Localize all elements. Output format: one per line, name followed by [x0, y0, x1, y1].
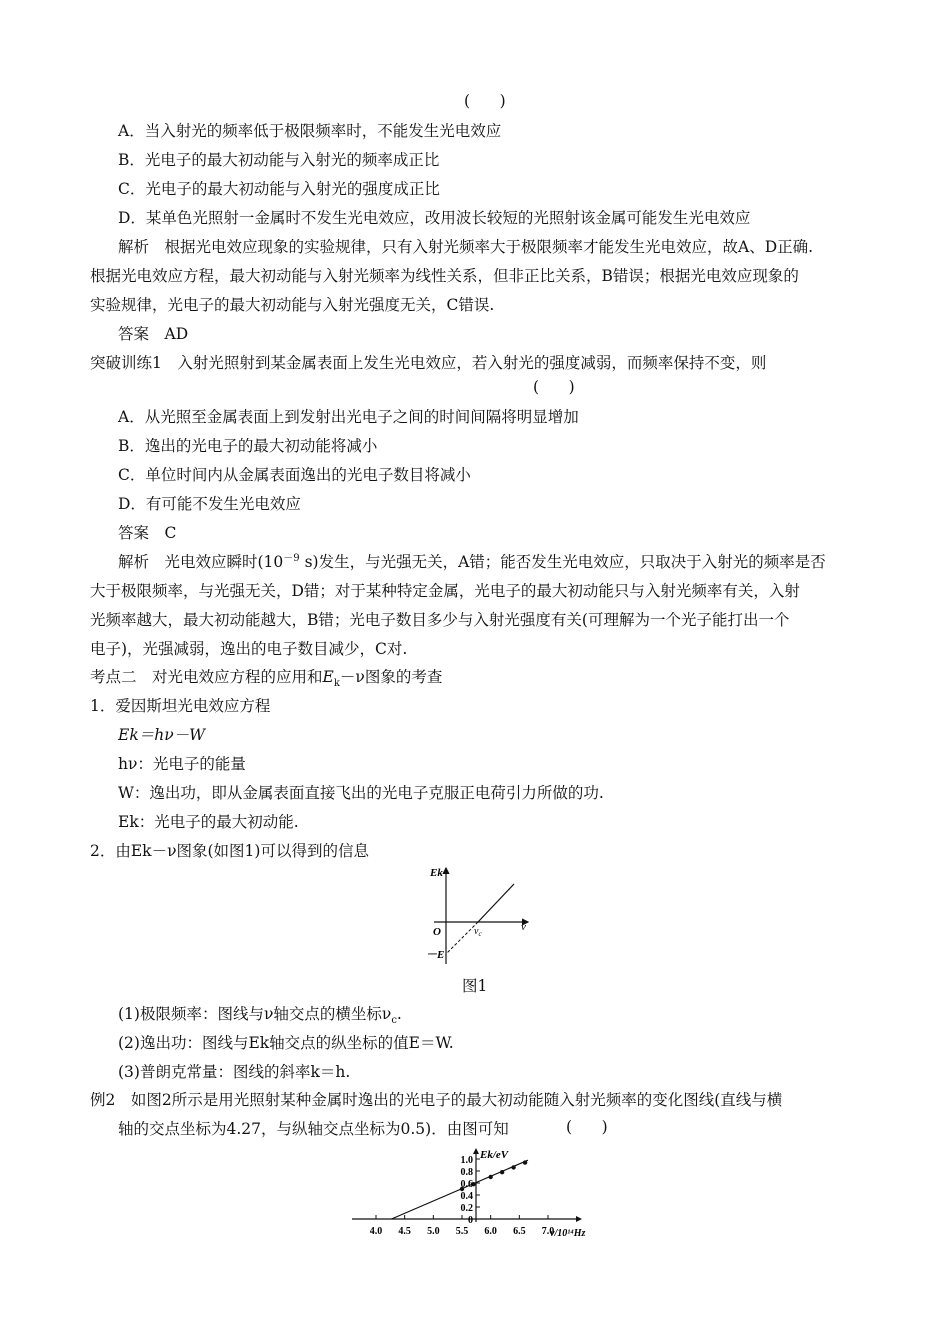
drill1-answer-paren: ( )	[533, 378, 575, 396]
chart-x-tick-label: 4.5	[398, 1226, 411, 1237]
section2-item-2: 2．由Ek－ν图象(如图1)可以得到的信息	[90, 842, 369, 860]
fig1-cutoff-label: $\nu_c$	[474, 926, 482, 938]
chart-y-tick-label: 1.0	[460, 1155, 473, 1166]
chart-x-tick-label: 7.0	[541, 1226, 555, 1237]
section2-heading: 考点二 对光电效应方程的应用和$E_k-\nu$图象的考查	[90, 668, 443, 690]
drill1-option-b: B．逸出的光电子的最大初动能将减小	[118, 437, 378, 455]
chart-y-tick-label: 0	[468, 1215, 473, 1226]
chart-x-arrow	[576, 1216, 582, 1222]
figure-2-chart	[340, 1146, 600, 1242]
drill1-option-c: C．单位时间内从金属表面逸出的光电子数目将减小	[118, 466, 471, 484]
definition-ek: Ek：光电子的最大初动能.	[118, 813, 299, 831]
chart-y-tick-label: 0.2	[460, 1203, 473, 1214]
drill1-answer: 答案 C	[118, 524, 177, 542]
chart-x-label: ν/10¹⁴Hz	[550, 1228, 586, 1239]
drill1-analysis-line-1: 解析 光电效应瞬时($10^{-9}$ s)发生，与光强无关，A错；能否发生光电效应，只取决于入射光的频率是否	[118, 552, 826, 571]
fig1-intercept-label: －E	[426, 949, 445, 961]
chart-data-point	[500, 1170, 504, 1174]
example2-line-1: 例2 如图2所示是用光照射某种金属时逸出的光电子的最大初动能随入射光频率的变化图线(直线与横	[90, 1091, 783, 1109]
chart-x-tick-label: 5.5	[455, 1226, 469, 1237]
fig1-y-label: Ek	[430, 867, 443, 879]
photoelectric-equation: Ek＝hν－W	[118, 726, 206, 744]
q1-option-b: B．光电子的最大初动能与入射光的频率成正比	[118, 151, 440, 169]
chart-y-tick-label: 0.6	[460, 1179, 473, 1190]
chart-x-tick-label: 5.0	[427, 1226, 440, 1237]
q1-answer-paren: ( )	[464, 92, 506, 110]
info-cutoff-frequency: (1)极限频率：图线与ν轴交点的横坐标$\nu_c$.	[118, 1005, 402, 1027]
chart-x-tick-label: 6.0	[484, 1226, 497, 1237]
chart-y-tick-label: 0.4	[460, 1191, 473, 1202]
info-planck-constant: (3)普朗克常量：图线的斜率k＝h.	[118, 1063, 351, 1081]
q1-answer: 答案 AD	[118, 325, 189, 343]
q1-option-a: A．当入射光的频率低于极限频率时，不能发生光电效应	[118, 122, 502, 140]
drill1-analysis-line-4: 电子)，光强减弱，逸出的电子数目减少，C对.	[90, 640, 408, 658]
example2-answer-paren: ( )	[566, 1118, 608, 1136]
drill1-option-d: D．有可能不发生光电效应	[118, 495, 301, 513]
fig1-x-label: ν	[521, 921, 526, 933]
info-work-function: (2)逸出功：图线与Ek轴交点的纵坐标的值E＝W.	[118, 1034, 454, 1052]
q1-option-c: C．光电子的最大初动能与入射光的强度成正比	[118, 180, 440, 198]
chart-data-point	[523, 1160, 527, 1164]
chart-x-tick-label: 4.0	[369, 1226, 383, 1237]
q1-option-d: D．某单色光照射一金属时不发生光电效应，改用波长较短的光照射该金属可能发生光电效应	[118, 209, 751, 227]
drill1-analysis-line-3: 光频率越大，最大初动能越大，B错；光电子数目多少与入射光强度有关(可理解为一个光子能打出一个	[90, 611, 790, 629]
example2-line-2: 轴的交点坐标为4.27，与纵轴交点坐标为0.5)．由图可知	[118, 1120, 509, 1138]
definition-work-function: W：逸出功，即从金属表面直接飞出的光电子克服正电荷引力所做的功.	[118, 784, 604, 802]
q1-analysis-line-2: 根据光电效应方程，最大初动能与入射光频率为线性关系，但非正比关系，B错误；根据光电效应现象的	[90, 267, 799, 285]
chart-y-label: Ek/eV	[480, 1149, 509, 1161]
chart-y-tick-label: 0.8	[460, 1167, 473, 1178]
q1-analysis-line-1: 解析 根据光电效应现象的实验规律，只有入射光频率大于极限频率才能发生光电效应，故A、D正确.	[118, 238, 814, 256]
figure-1-caption: 图1	[462, 977, 488, 995]
q1-analysis-line-3: 实验规律，光电子的最大初动能与入射光强度无关，C错误.	[90, 296, 495, 314]
chart-y-arrow	[473, 1148, 479, 1154]
chart-x-tick-label: 6.5	[513, 1226, 526, 1237]
figure-1-ek-nu-graph	[420, 862, 540, 970]
drill1-analysis-line-2: 大于极限频率，与光强无关，D错；对于某种特定金属，光电子的最大初动能只与入射光频率有关，入射	[90, 582, 800, 600]
definition-hv: hν：光电子的能量	[118, 755, 246, 773]
drill1-option-a: A．从光照至金属表面上到发射出光电子之间的时间间隔将明显增加	[118, 408, 579, 426]
drill1-stem: 突破训练1 入射光照射到某金属表面上发生光电效应，若入射光的强度减弱，而频率保持不变，则	[90, 354, 767, 372]
chart-data-point	[488, 1175, 492, 1179]
fig1-solid-line	[478, 884, 514, 922]
fig1-origin-label: O	[433, 926, 441, 938]
chart-data-point	[511, 1165, 515, 1169]
section2-item-1: 1．爱因斯坦光电效应方程	[90, 697, 271, 715]
